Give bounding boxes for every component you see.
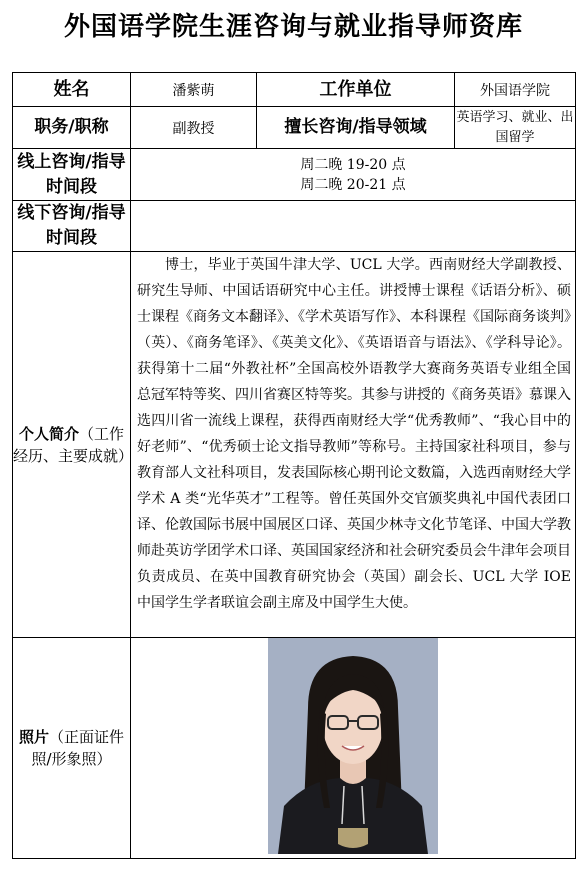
photo-label-sub: （正面证件照/形象照）	[31, 728, 125, 768]
bio-text: 博士，毕业于英国牛津大学、UCL 大学。西南财经大学副教授、研究生导师、中国话语研究中心主任。讲授博士课程《话语分析》、硕士课程《商务文本翻译》、《学术英语写作》、本科课程《国际商务谈判》（英）、《商务笔译》、《英美文化》、《英语语音与语法》、《学科导论》。获得第十二届“外教社杯”全国高校外语教学大赛商务英语专业组全国总冠军特等奖、四川省赛区特等奖。其参与讲授的《商务英语》慕课入选四川省一流线上课程，获得西南财经大学“优秀教师”、“我心目中的好老师”、“优秀硕士论文指导教师”等称号。主持国家社科项目，参与教育部人文社科项目，发表国际核心期刊论文数篇，入选西南财经大学学术 A 类“光华英才”工程等。曾任英国外交官颁奖典礼中国代表团口译、伦敦国际书展中国展区口译、英国少林寺文化节笔译、中国大学教师赴英访学团学术口译、英国国家经济和社会研究委员会牛津年会项目负责成员、在英中国教育研究协会（英国）副会长、UCL 大学 IOE 中国学生学者联谊会副主席及中国学生大使。	[137, 257, 571, 611]
unit-value: 外国语学院	[455, 73, 576, 107]
unit-label: 工作单位	[257, 73, 455, 107]
online-time-1: 周二晚 19-20 点	[300, 156, 406, 173]
portrait-photo	[268, 638, 438, 854]
online-time-label: 线上咨询/指导时间段	[13, 149, 131, 201]
offline-time-label: 线下咨询/指导时间段	[13, 201, 131, 252]
offline-time-value	[131, 201, 576, 252]
photo-label	[13, 638, 131, 859]
bio-label-main: 个人简介	[18, 424, 79, 443]
bio-label	[13, 252, 134, 638]
field-value: 英语学习、就业、出国留学	[455, 107, 576, 149]
online-time-values	[131, 149, 576, 201]
position-value: 副教授	[131, 107, 257, 149]
photo-label-main: 照片	[18, 728, 49, 746]
bio-label-sub: （工作经历、主要成就）	[13, 424, 134, 465]
photo-cell	[131, 638, 576, 859]
name-label: 姓名	[13, 73, 131, 107]
name-value: 潘紫萌	[131, 73, 257, 107]
position-label: 职务/职称	[13, 107, 131, 149]
online-time-2: 周二晚 20-21 点	[300, 176, 406, 193]
bio-cell	[131, 252, 576, 638]
page-title: 外国语学院生涯咨询与就业指导师资库	[63, 12, 523, 42]
profile-table	[12, 72, 576, 859]
field-label: 擅长咨询/指导领域	[257, 107, 455, 149]
